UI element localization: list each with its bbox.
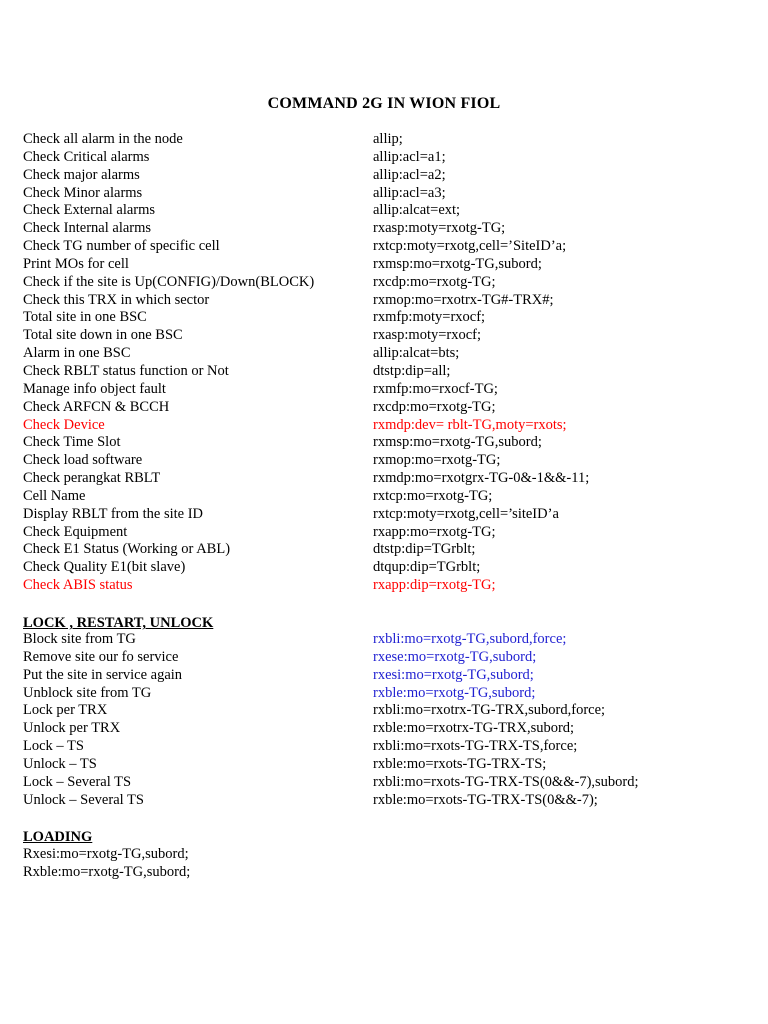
loading-command: Rxesi:mo=rxotg-TG,subord; bbox=[23, 846, 189, 862]
command-description: Check Equipment bbox=[23, 523, 128, 540]
command-text: rxbli:mo=rxots-TG-TRX-TS,force; bbox=[373, 738, 578, 755]
command-description: Cell Name bbox=[23, 487, 86, 504]
command-description: Manage info object fault bbox=[23, 380, 166, 397]
command-description: Unlock – TS bbox=[23, 755, 97, 772]
command-description: Display RBLT from the site ID bbox=[23, 505, 204, 522]
command-row bbox=[23, 631, 743, 649]
command-description: Check TG number of specific cell bbox=[23, 238, 220, 255]
command-text: rxcdp:mo=rxotg-TG; bbox=[373, 398, 496, 415]
command-row bbox=[23, 702, 743, 720]
command-row bbox=[23, 256, 743, 274]
command-text: rxmsp:mo=rxotg-TG,subord; bbox=[373, 255, 542, 272]
command-text: rxapp:mo=rxotg-TG; bbox=[373, 523, 496, 540]
command-description: Check major alarms bbox=[23, 166, 140, 183]
command-row bbox=[23, 381, 743, 399]
command-row bbox=[23, 488, 743, 506]
command-row bbox=[23, 238, 743, 256]
command-row bbox=[23, 185, 743, 203]
command-row bbox=[23, 167, 743, 185]
command-text: dtstp:dip=TGrblt; bbox=[373, 541, 476, 558]
command-text: rxmop:mo=rxotg-TG; bbox=[373, 452, 501, 469]
command-text: allip:acl=a2; bbox=[373, 166, 446, 183]
command-description: Check Time Slot bbox=[23, 434, 121, 451]
command-row bbox=[23, 327, 743, 345]
command-text: allip:alcat=bts; bbox=[373, 345, 460, 362]
command-description: Check ARFCN & BCCH bbox=[23, 398, 170, 415]
command-row bbox=[23, 452, 743, 470]
command-text: rxtcp:moty=rxotg,cell=’SiteID’a; bbox=[373, 238, 567, 255]
command-description: Check this TRX in which sector bbox=[23, 291, 210, 308]
lock-commands-list bbox=[23, 631, 743, 809]
command-row bbox=[23, 792, 743, 810]
command-row bbox=[23, 738, 743, 756]
command-row bbox=[23, 470, 743, 488]
command-row bbox=[23, 685, 743, 703]
command-text: rxesi:mo=rxotg-TG,subord; bbox=[373, 666, 534, 683]
loading-commands-list bbox=[23, 846, 743, 882]
command-row bbox=[23, 649, 743, 667]
command-row bbox=[23, 292, 743, 310]
command-row bbox=[23, 399, 743, 417]
command-text: allip:acl=a3; bbox=[373, 184, 446, 201]
command-description: Check all alarm in the node bbox=[23, 131, 183, 147]
command-row bbox=[23, 417, 743, 435]
command-description: Print MOs for cell bbox=[23, 255, 129, 272]
command-description: Lock – Several TS bbox=[23, 773, 132, 790]
command-description: Block site from TG bbox=[23, 631, 136, 647]
command-text: dtstp:dip=all; bbox=[373, 362, 451, 379]
command-text: rxmsp:mo=rxotg-TG,subord; bbox=[373, 434, 542, 451]
command-description: Total site in one BSC bbox=[23, 309, 147, 326]
command-description: Check load software bbox=[23, 452, 143, 469]
command-text: rxcdp:mo=rxotg-TG; bbox=[373, 273, 496, 290]
lock-section-heading: LOCK , RESTART, UNLOCK bbox=[23, 615, 214, 631]
command-row bbox=[23, 363, 743, 381]
command-text: rxmop:mo=rxotrx-TG#-TRX#; bbox=[373, 291, 554, 308]
command-description: Check Quality E1(bit slave) bbox=[23, 559, 186, 576]
command-row bbox=[23, 577, 743, 595]
command-text: rxbli:mo=rxotg-TG,subord,force; bbox=[373, 631, 567, 647]
command-text: rxtcp:moty=rxotg,cell=’siteID’a bbox=[373, 505, 559, 522]
command-row bbox=[23, 309, 743, 327]
command-row bbox=[23, 774, 743, 792]
command-description: Total site down in one BSC bbox=[23, 327, 183, 344]
command-row bbox=[23, 524, 743, 542]
command-text: rxble:mo=rxotrx-TG-TRX,subord; bbox=[373, 720, 575, 737]
document-title: COMMAND 2G IN WION FIOL bbox=[267, 95, 501, 112]
command-text: rxapp:dip=rxotg-TG; bbox=[373, 577, 496, 594]
loading-command: Rxble:mo=rxotg-TG,subord; bbox=[23, 863, 191, 880]
command-description: Check Internal alarms bbox=[23, 220, 152, 237]
command-text: rxbli:mo=rxots-TG-TRX-TS(0&&-7),subord; bbox=[373, 773, 639, 790]
command-text: rxble:mo=rxotg-TG,subord; bbox=[373, 684, 536, 701]
command-row bbox=[23, 345, 743, 363]
command-row bbox=[23, 131, 743, 149]
loading-section-heading: LOADING bbox=[23, 829, 93, 845]
command-description: Lock per TRX bbox=[23, 702, 108, 719]
command-description: Check E1 Status (Working or ABL) bbox=[23, 541, 231, 558]
command-text: dtqup:dip=TGrblt; bbox=[373, 559, 481, 576]
command-description: Check Device bbox=[23, 416, 105, 433]
command-text: rxble:mo=rxots-TG-TRX-TS; bbox=[373, 755, 547, 772]
command-text: rxese:mo=rxotg-TG,subord; bbox=[373, 648, 537, 665]
command-row bbox=[23, 559, 743, 577]
command-row bbox=[23, 720, 743, 738]
command-row bbox=[23, 756, 743, 774]
command-description: Alarm in one BSC bbox=[23, 345, 131, 362]
command-description: Check if the site is Up(CONFIG)/Down(BLOCK) bbox=[23, 273, 315, 290]
command-description: Check Minor alarms bbox=[23, 184, 143, 201]
command-description: Remove site our fo service bbox=[23, 648, 179, 665]
command-text: rxmdp:mo=rxotgrx-TG-0&-1&&-11; bbox=[373, 470, 590, 487]
command-row bbox=[23, 667, 743, 685]
command-description: Check RBLT status function or Not bbox=[23, 362, 229, 379]
command-row bbox=[23, 220, 743, 238]
command-description: Put the site in service again bbox=[23, 666, 183, 683]
command-text: allip:acl=a1; bbox=[373, 148, 446, 165]
command-row bbox=[23, 202, 743, 220]
command-description: Check perangkat RBLT bbox=[23, 470, 161, 487]
command-text: allip; bbox=[373, 131, 403, 147]
command-description: Unlock – Several TS bbox=[23, 791, 144, 808]
command-description: Check External alarms bbox=[23, 202, 156, 219]
command-row bbox=[23, 149, 743, 167]
command-text: rxmfp:mo=rxocf-TG; bbox=[373, 380, 498, 397]
command-row bbox=[23, 274, 743, 292]
command-row bbox=[23, 434, 743, 452]
command-description: Unblock site from TG bbox=[23, 684, 152, 701]
command-text: rxasp:moty=rxotg-TG; bbox=[373, 220, 506, 237]
check-commands-list bbox=[23, 131, 743, 595]
command-text: rxtcp:mo=rxotg-TG; bbox=[373, 487, 493, 504]
command-text: rxasp:moty=rxocf; bbox=[373, 327, 482, 344]
command-row bbox=[23, 541, 743, 559]
command-description: Check ABIS status bbox=[23, 577, 133, 594]
command-text: rxbli:mo=rxotrx-TG-TRX,subord,force; bbox=[373, 702, 606, 719]
command-row bbox=[23, 506, 743, 524]
command-description: Lock – TS bbox=[23, 738, 84, 755]
command-text: rxble:mo=rxots-TG-TRX-TS(0&&-7); bbox=[373, 791, 598, 808]
command-text: rxmdp:dev= rblt-TG,moty=rxots; bbox=[373, 416, 567, 433]
command-text: rxmfp:moty=rxocf; bbox=[373, 309, 486, 326]
command-description: Check Critical alarms bbox=[23, 148, 150, 165]
command-text: allip:alcat=ext; bbox=[373, 202, 461, 219]
command-description: Unlock per TRX bbox=[23, 720, 121, 737]
